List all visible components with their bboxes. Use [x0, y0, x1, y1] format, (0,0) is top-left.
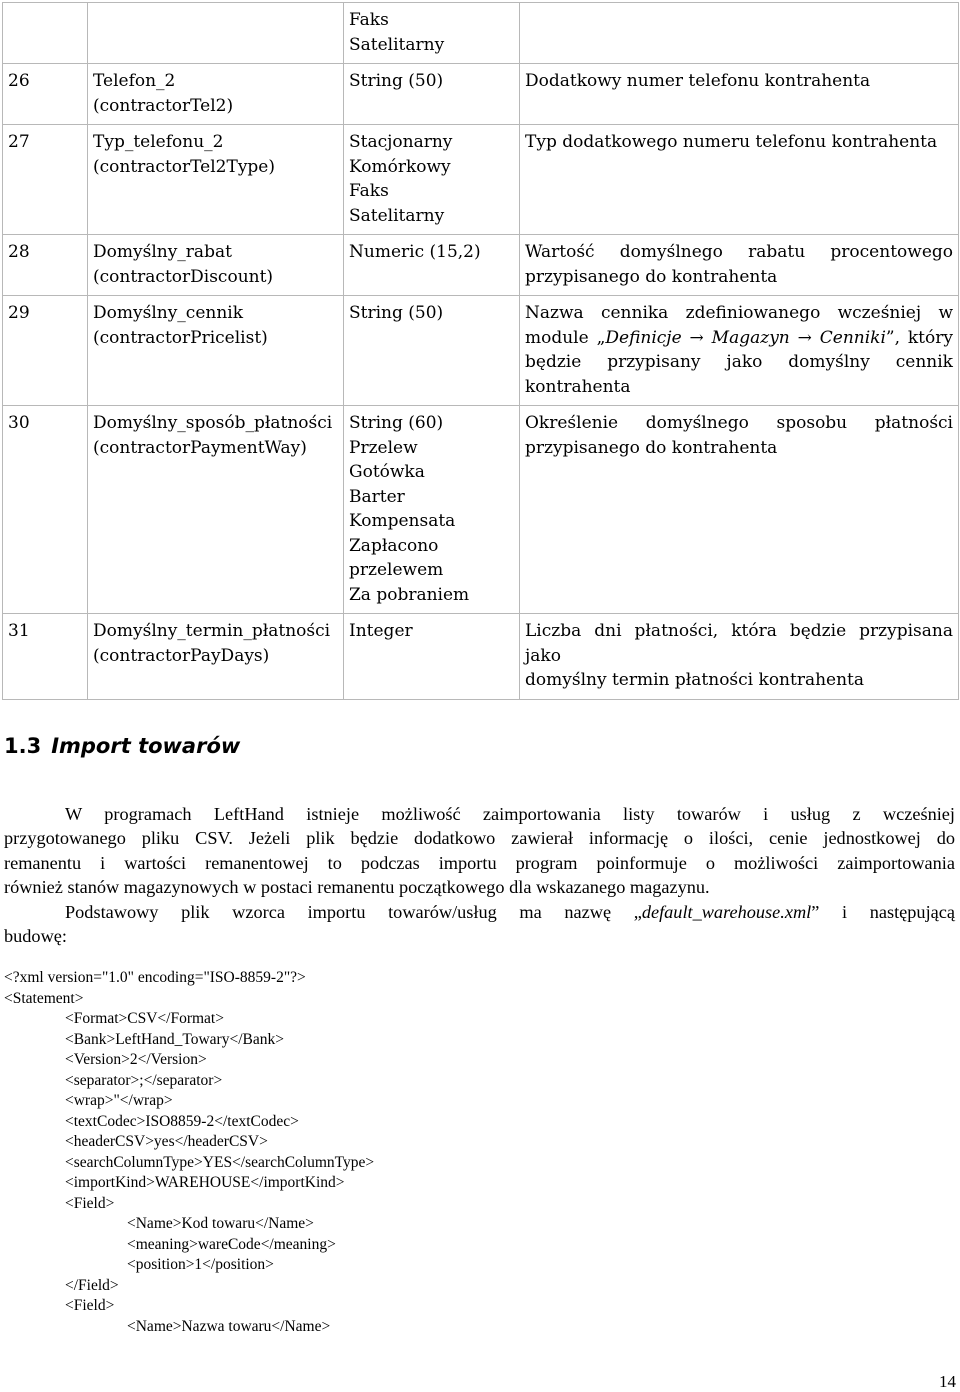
code-line: <searchColumnType>YES</searchColumnType>	[65, 1153, 375, 1171]
paragraph-line: remanentu i wartości remanentowej to podczas importu program poinformuje o możliwości zaimportowania	[4, 852, 955, 873]
paragraph-line: Podstawowy plik wzorca importu towarów/usług ma nazwę „default_warehouse.xml” i następującą	[65, 902, 955, 922]
field-name: Domyślny_termin_płatności	[93, 621, 331, 641]
row-name	[88, 64, 344, 125]
fields-table	[2, 2, 959, 700]
field-identifier: (contractorDiscount)	[93, 266, 274, 287]
table-row	[3, 406, 959, 614]
row-type	[344, 614, 520, 700]
row-description	[520, 406, 959, 614]
field-name: Typ_telefonu_2	[93, 132, 224, 152]
row-name	[88, 3, 344, 64]
paragraph-line: budowę:	[4, 926, 67, 947]
type-line: Komórkowy	[349, 156, 451, 177]
table-row	[3, 296, 959, 406]
description-line: module „Definicje → Magazyn → Cenniki”, który	[525, 327, 953, 348]
row-number	[3, 3, 88, 64]
row-number: 27	[3, 125, 88, 235]
section-heading	[4, 734, 240, 758]
description-line: przypisanego do kontrahenta	[525, 437, 778, 458]
field-name: Domyślny_sposób_płatności	[93, 413, 333, 433]
field-name: Domyślny_cennik	[93, 303, 244, 323]
type-line: Satelitarny	[349, 205, 445, 226]
row-description: Dodatkowy numer telefonu kontrahenta	[520, 64, 959, 125]
description-line: będzie przypisany jako domyślny cennik	[525, 352, 953, 372]
code-line: <position>1</position>	[127, 1256, 274, 1273]
code-line: <meaning>wareCode</meaning>	[127, 1235, 336, 1253]
type-line: Gotówka	[349, 462, 425, 482]
row-type	[344, 296, 520, 406]
row-description	[520, 614, 959, 700]
type-line: Integer	[349, 621, 413, 641]
code-line: <Format>CSV</Format>	[65, 1010, 224, 1027]
row-name	[88, 614, 344, 700]
description-line: kontrahenta	[525, 376, 631, 397]
type-line: Barter	[349, 486, 405, 507]
description-line: przypisanego do kontrahenta	[525, 266, 778, 287]
template-paragraph	[4, 900, 955, 949]
table-row	[3, 3, 959, 64]
row-description	[520, 3, 959, 64]
row-type	[344, 406, 520, 614]
row-description	[520, 235, 959, 296]
type-line: Zapłacono	[349, 535, 439, 556]
code-line: <wrap>"</wrap>	[65, 1092, 173, 1109]
description-line: domyślny termin płatności kontrahenta	[525, 670, 865, 690]
row-number: 31	[3, 614, 88, 700]
row-type	[344, 64, 520, 125]
field-name: Domyślny_rabat	[93, 242, 232, 262]
field-identifier: (contractorTel2Type)	[93, 156, 275, 177]
code-line: </Field>	[65, 1276, 119, 1294]
table-row	[3, 125, 959, 235]
row-number: 29	[3, 296, 88, 406]
type-line: Faks	[349, 181, 389, 201]
code-line: <Statement>	[4, 989, 84, 1007]
type-line: Kompensata	[349, 511, 456, 531]
intro-paragraph	[4, 802, 955, 900]
table-row	[3, 235, 959, 296]
row-description	[520, 296, 959, 406]
code-line: <textCodec>ISO8859-2</textCodec>	[65, 1112, 299, 1130]
code-line: <Name>Nazwa towaru</Name>	[127, 1317, 331, 1335]
type-line: Satelitarny	[349, 34, 445, 55]
section-title: Import towarów	[51, 734, 241, 758]
field-name: Telefon_2	[93, 71, 176, 91]
type-line: Za pobraniem	[349, 584, 470, 605]
table-row	[3, 614, 959, 700]
type-line: Stacjonarny	[349, 132, 453, 152]
field-identifier: (contractorTel2)	[93, 95, 234, 116]
code-line: <Name>Kod towaru</Name>	[127, 1215, 314, 1232]
code-line: <?xml version="1.0" encoding="ISO-8859-2"?>	[4, 969, 306, 986]
description-line: Wartość domyślnego rabatu procentowego	[525, 242, 953, 262]
paragraph-line: W programach LeftHand istnieje możliwość zaimportowania listy towarów i usług z wcześniej	[65, 804, 955, 824]
type-line: przelewem	[349, 560, 444, 580]
type-line: String (60)	[349, 413, 444, 433]
field-identifier: (contractorPricelist)	[93, 327, 268, 348]
description-line: Określenie domyślnego sposobu płatności	[525, 413, 953, 433]
row-name	[88, 235, 344, 296]
row-name	[88, 296, 344, 406]
row-name	[88, 125, 344, 235]
row-type	[344, 125, 520, 235]
code-line: <Field>	[65, 1297, 115, 1314]
type-line: Numeric (15,2)	[349, 242, 481, 262]
xml-code-listing	[4, 968, 374, 1337]
row-type	[344, 3, 520, 64]
type-line: String (50)	[349, 71, 444, 91]
code-line: <Version>2</Version>	[65, 1051, 207, 1068]
description-line: Liczba dni płatności, która będzie przypisana jako	[525, 621, 953, 666]
type-line: String (50)	[349, 303, 444, 323]
type-line: Przelew	[349, 437, 418, 458]
field-identifier: (contractorPayDays)	[93, 645, 270, 666]
row-number: 30	[3, 406, 88, 614]
type-line: Faks	[349, 10, 389, 30]
row-type	[344, 235, 520, 296]
table-row	[3, 64, 959, 125]
code-line: <Field>	[65, 1194, 115, 1212]
row-description: Typ dodatkowego numeru telefonu kontrahenta	[520, 125, 959, 235]
field-identifier: (contractorPaymentWay)	[93, 437, 307, 458]
row-number: 28	[3, 235, 88, 296]
page-number: 14	[939, 1372, 956, 1391]
code-line: <separator>;</separator>	[65, 1071, 223, 1089]
row-number: 26	[3, 64, 88, 125]
code-line: <headerCSV>yes</headerCSV>	[65, 1133, 268, 1150]
row-name	[88, 406, 344, 614]
description-line: Nazwa cennika zdefiniowanego wcześniej w	[525, 303, 953, 323]
paragraph-line: również stanów magazynowych w postaci remanentu początkowego dla wskazanego magazynu.	[4, 877, 710, 898]
section-number: 1.3	[4, 734, 42, 758]
code-line: <importKind>WAREHOUSE</importKind>	[65, 1174, 345, 1191]
code-line: <Bank>LeftHand_Towary</Bank>	[65, 1030, 284, 1048]
paragraph-line: przygotowanego pliku CSV. Jeżeli plik będzie dodatkowo zawierał informację o ilości, cenie jednostkowej do	[4, 828, 955, 849]
